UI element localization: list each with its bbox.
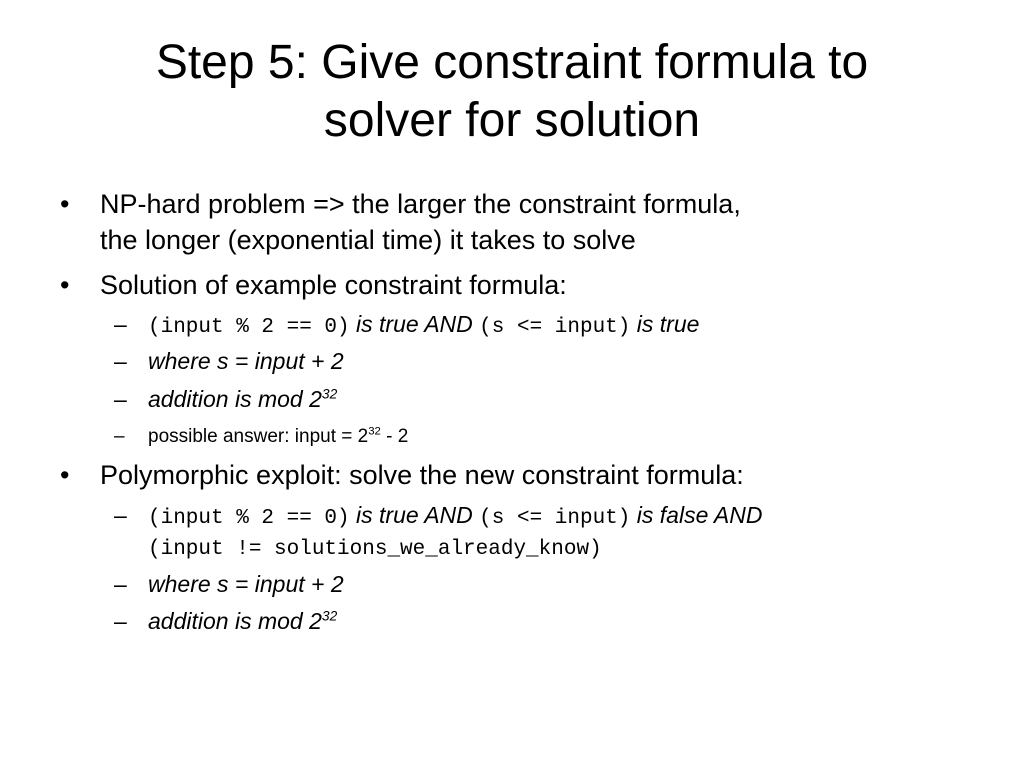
title-line-1: Step 5: Give constraint formula to (155, 36, 869, 89)
dash-marker: – (114, 502, 127, 528)
dash-marker: – (114, 386, 127, 412)
text-possible-answer: possible answer: input = 2 (148, 426, 369, 447)
bullet-marker: • (60, 270, 70, 300)
code-input-mod: (input % 2 == 0) (148, 316, 350, 339)
text-addition-mod: addition is mod 2 (148, 608, 322, 634)
text-is-true-and: is true AND (356, 311, 473, 337)
text-is-true: is true (636, 311, 700, 337)
exponent: 32 (368, 425, 381, 438)
code-input-mod: (input % 2 == 0) (148, 507, 350, 530)
code-s-le-input: (s <= input) (479, 316, 631, 339)
dash-marker: – (114, 311, 127, 337)
dash-marker: – (114, 608, 127, 634)
text-minus-two: - 2 (380, 426, 409, 447)
bullet-np-hard-line-1: NP-hard problem => the larger the constraint formula, (100, 189, 741, 219)
text-where-s: where s = input + 2 (148, 571, 344, 597)
text-is-true-and: is true AND (356, 502, 473, 528)
code-input-not-known: (input != solutions_we_already_know) (148, 538, 602, 561)
exponent: 32 (321, 608, 338, 624)
dash-marker: – (114, 348, 127, 374)
code-s-le-input: (s <= input) (479, 507, 631, 530)
exponent: 32 (321, 386, 338, 402)
dash-marker: – (114, 426, 125, 447)
slide-title (40, 34, 984, 150)
text-is-false-and: is false AND (636, 502, 763, 528)
bullet-polymorphic-exploit-text: Polymorphic exploit: solve the new constraint formula: (100, 460, 744, 490)
text-where-s: where s = input + 2 (148, 348, 344, 374)
bullet-marker: • (60, 460, 70, 490)
bullet-np-hard-line-2: the longer (exponential time) it takes to solve (100, 225, 636, 255)
bullet-marker: • (60, 189, 70, 219)
title-line-2: solver for solution (323, 94, 701, 147)
text-addition-mod: addition is mod 2 (148, 386, 322, 412)
bullet-solution-example-text: Solution of example constraint formula: (100, 270, 567, 300)
dash-marker: – (114, 571, 127, 597)
